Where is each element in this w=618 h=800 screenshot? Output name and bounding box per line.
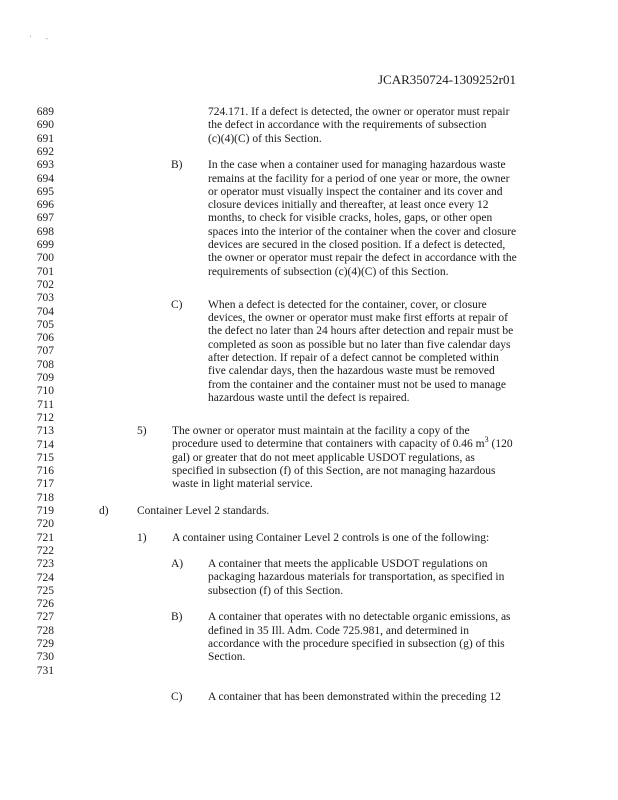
text-line: closure devices initially and thereafter, at least once every 12 (208, 199, 489, 212)
line-number: 719 (36, 505, 54, 517)
line-number: 710 (36, 385, 54, 398)
text-line: 724.171. If a defect is detected, the owner or operator must repair (208, 106, 510, 118)
line-number: 725 (36, 584, 54, 597)
line-number: 689 (36, 106, 54, 118)
line-number: 730 (36, 651, 54, 664)
text-line: A container that meets the applicable USDOT regulations on (208, 558, 488, 571)
subsection-label: B) (171, 159, 183, 172)
text-line: five calendar days, then the hazardous waste must be removed (208, 365, 495, 378)
text-line: In the case when a container used for managing hazardous waste (208, 159, 506, 172)
line-number: 712 (36, 411, 54, 424)
line-number: 727 (36, 611, 54, 624)
text-line: from the container and the container must not be used to manage (208, 378, 506, 391)
line-number: 715 (36, 451, 54, 464)
line-number: 723 (36, 558, 54, 571)
line-number: 703 (36, 292, 54, 305)
subsection-label: 1) (137, 531, 147, 544)
line-number: 692 (36, 145, 54, 158)
text-fragment: (120 (488, 438, 513, 451)
line-number: 707 (36, 345, 54, 358)
line-number: 693 (36, 159, 54, 172)
text-line: packaging hazardous materials for transportation, as specified in (208, 571, 505, 584)
text-line: (c)(4)(C) of this Section. (208, 132, 322, 145)
line-number: 704 (36, 305, 54, 318)
text-line: When a defect is detected for the container, cover, or closure (208, 298, 487, 311)
text-line: Section. (208, 651, 246, 664)
line-number: 694 (36, 172, 54, 185)
text-line: A container that operates with no detectable organic emissions, as (208, 611, 511, 624)
subsection-label: B) (171, 611, 183, 624)
subsection-label: d) (99, 504, 109, 517)
document-id: JCAR350724-1309252r01 (378, 72, 516, 87)
text-line: The owner or operator must maintain at the facility a copy of the (172, 425, 470, 438)
subsection-label: 5) (137, 425, 147, 438)
text-line: the defect no later than 24 hours after detection and repair must be (208, 325, 514, 338)
text-line: devices, the owner or operator must make first efforts at repair of (208, 312, 508, 325)
line-number: 690 (36, 119, 54, 132)
text-line: devices are secured in the closed position. If a defect is detected, (208, 239, 506, 251)
text-fragment: procedure used to determine that containers with capacity of 0.46 m (172, 438, 485, 451)
line-number: 696 (36, 199, 54, 212)
line-number: 717 (36, 478, 54, 491)
text-line: the defect in accordance with the requirements of subsection (208, 119, 487, 132)
line-number: 695 (36, 185, 54, 198)
line-number: 699 (36, 239, 54, 251)
line-number: 729 (36, 638, 54, 650)
line-number: 718 (36, 491, 54, 504)
subsection-label: C) (171, 691, 183, 704)
text-line: or operator must visually inspect the container and its cover and (208, 185, 503, 198)
line-number: 711 (37, 398, 54, 411)
subsection-label: C) (171, 298, 183, 311)
superscript: 3 (484, 435, 489, 445)
text-line: hazardous waste until the defect is repaired. (208, 391, 410, 404)
line-number: 714 (36, 438, 54, 451)
text-line: specified in subsection (f) of this Section, are not managing hazardous (172, 465, 496, 477)
line-number: 728 (36, 624, 54, 637)
text-line: the owner or operator must repair the defect in accordance with the (208, 252, 517, 265)
text-line: remains at the facility for a period of one year or more, the owner (208, 172, 510, 185)
text-line: A container using Container Level 2 controls is one of the following: (172, 531, 490, 544)
line-number: 713 (36, 425, 54, 438)
text-line: spaces into the interior of the container when the cover and closure (208, 225, 517, 238)
line-number: 701 (36, 265, 54, 278)
line-number: 724 (36, 571, 54, 584)
text-line: A container that has been demonstrated within the preceding 12 (208, 691, 501, 704)
line-number: 697 (36, 212, 54, 225)
scan-marks: ' - (30, 34, 55, 43)
line-number: 691 (36, 132, 54, 145)
line-number: 726 (36, 598, 54, 611)
line-number: 721 (36, 531, 54, 544)
text-line: requirements of subsection (c)(4)(C) of this Section. (208, 265, 449, 278)
section-heading: Container Level 2 standards. (137, 504, 270, 517)
text-line (172, 435, 513, 451)
line-number: 705 (36, 318, 54, 331)
line-number: 720 (36, 518, 54, 531)
line-number: 702 (36, 278, 54, 291)
line-number: 722 (36, 544, 54, 557)
text-line: subsection (f) of this Section. (208, 584, 344, 597)
text-line: defined in 35 Ill. Adm. Code 725.981, and determined in (208, 624, 469, 637)
line-number: 709 (36, 372, 54, 384)
line-number: 700 (36, 252, 54, 265)
subsection-label: A) (171, 558, 184, 571)
line-number: 708 (36, 358, 54, 371)
text-line: waste in light material service. (172, 478, 313, 491)
text-line: accordance with the procedure specified in subsection (g) of this (208, 637, 505, 650)
line-number: 716 (36, 465, 54, 478)
text-line: after detection. If repair of a defect cannot be completed within (208, 352, 499, 364)
line-number: 706 (36, 332, 54, 345)
text-line: months, to check for visible cracks, holes, gaps, or other open (208, 212, 493, 225)
line-number: 731 (36, 664, 54, 677)
text-line: gal) or greater that do not meet applicable USDOT regulations, as (172, 451, 475, 464)
text-line: completed as soon as possible but no later than five calendar days (208, 338, 511, 351)
line-number: 698 (36, 225, 54, 238)
